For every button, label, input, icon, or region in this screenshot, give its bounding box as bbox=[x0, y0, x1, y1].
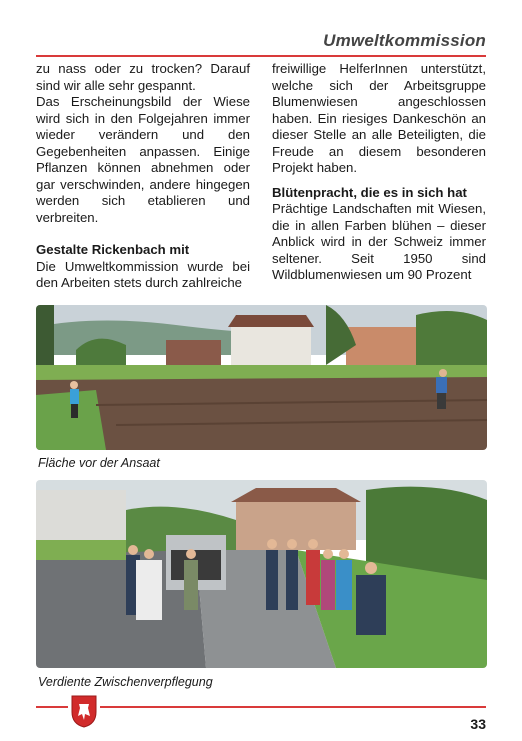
section-title: Umweltkommission bbox=[323, 31, 486, 50]
paragraph: freiwillige HelferInnen unterstützt, welche sich der Arbeitsgruppe Blumenwiesen angeschlossen haben. Ein riesiges Dankeschön an dieser Stelle an alle Beteiligten, die Freude an diesem besonderen Projekt haben. bbox=[272, 61, 486, 175]
header-rule bbox=[36, 55, 486, 57]
figure-caption: Verdiente Zwischenverpflegung bbox=[38, 675, 213, 689]
subheading: Gestalte Rickenbach mit bbox=[36, 242, 190, 257]
right-column bbox=[272, 61, 486, 284]
left-column bbox=[36, 61, 250, 292]
paragraph: Das Erscheinungsbild der Wiese wird sich in den Folgejahren immer wieder verändern und den Gegebenheiten anpassen. Einige Pflanzen können abnehmen oder gar verschwinden, andere hingegen werden sich etablieren und verbreiten. bbox=[36, 94, 250, 225]
footer-rule bbox=[100, 706, 486, 708]
paragraph: Die Umweltkommission wurde bei den Arbeiten stets durch zahlreiche bbox=[36, 258, 250, 290]
footer-rule bbox=[36, 706, 68, 708]
paragraph: zu nass oder zu trocken? Darauf sind wir alle sehr gespannt. bbox=[36, 61, 250, 93]
subheading: Blütenpracht, die es in sich hat bbox=[272, 184, 467, 200]
page-number: 33 bbox=[470, 716, 486, 732]
figure-caption: Fläche vor der Ansaat bbox=[38, 456, 160, 470]
photo-field-before-sowing bbox=[36, 305, 487, 450]
municipal-crest-icon bbox=[70, 694, 98, 728]
paragraph: Prächtige Landschaften mit Wiesen, die in allen Farben blühen – dieser Anblick wird in der Schweiz immer seltener. Seit 1950 sind Wildblumenwiesen um 90 Prozent bbox=[272, 201, 486, 282]
photo-snack-break bbox=[36, 480, 487, 668]
